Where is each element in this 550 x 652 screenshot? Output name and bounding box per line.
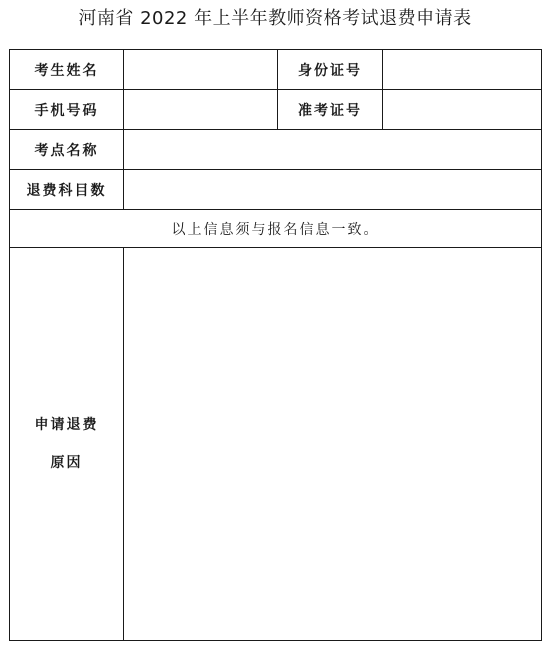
row-refund-subjects	[10, 170, 542, 210]
name-label: 考生姓名	[10, 50, 124, 90]
name-field[interactable]	[124, 50, 278, 90]
refund-subjects-label: 退费科目数	[10, 170, 124, 210]
row-exam-site	[10, 130, 542, 170]
exam-site-label: 考点名称	[10, 130, 124, 170]
exam-number-label: 准考证号	[278, 90, 383, 130]
phone-label: 手机号码	[10, 90, 124, 130]
reason-field[interactable]	[124, 248, 542, 641]
row-name-id	[10, 50, 542, 90]
refund-application-table	[9, 49, 542, 641]
row-reason	[10, 248, 542, 641]
exam-number-field[interactable]	[383, 90, 542, 130]
refund-subjects-field[interactable]	[124, 170, 542, 210]
row-note	[10, 210, 542, 248]
info-note: 以上信息须与报名信息一致。	[10, 210, 542, 248]
id-number-field[interactable]	[383, 50, 542, 90]
phone-field[interactable]	[124, 90, 278, 130]
id-number-label: 身份证号	[278, 50, 383, 90]
form-title: 河南省 2022 年上半年教师资格考试退费申请表	[78, 8, 472, 29]
reason-label-line2: 原因	[50, 455, 83, 471]
exam-site-field[interactable]	[124, 130, 542, 170]
reason-label	[10, 248, 124, 641]
row-phone-examno	[10, 90, 542, 130]
reason-label-line1: 申请退费	[34, 417, 99, 433]
